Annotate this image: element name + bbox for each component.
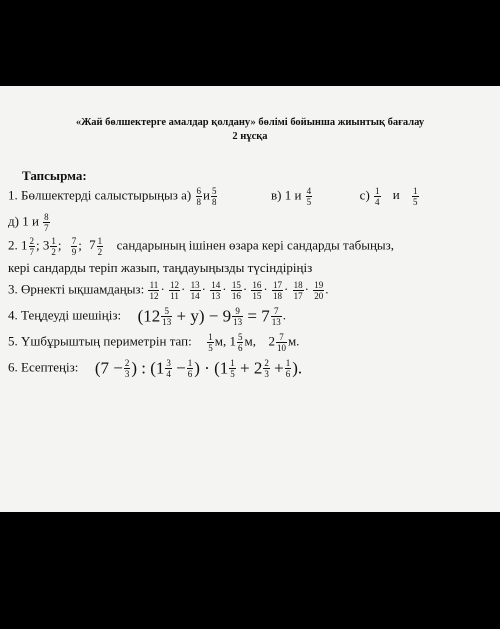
fraction: $\frac{15}{16}$ [231, 280, 241, 301]
op: · [304, 281, 309, 297]
q3-end: . [325, 281, 329, 297]
fraction: $\frac{1}{2}$ [51, 236, 56, 257]
fraction: $\frac{7}{13}$ [271, 306, 281, 327]
q5-text: 5. Үшбұрыштың периметрін тап: [8, 333, 192, 349]
q6-text: 6. Есептеңіз: [8, 359, 79, 375]
fraction: $\frac{12}{11}$ [170, 280, 180, 301]
fraction: $\frac{4}{5}$ [306, 186, 312, 207]
fraction: $\frac{1}{5}$ [208, 332, 213, 353]
fraction: $\frac{1}{6}$ [187, 358, 193, 379]
unit: м. [287, 333, 300, 349]
q1-text: 1. Бөлшектерді салыстырыңыз а) [8, 187, 192, 203]
q6-part: ). [292, 358, 303, 378]
q4-open: (12 [137, 306, 161, 326]
question-1 [8, 186, 420, 207]
q6-part: ) : (1 [131, 358, 165, 378]
op: · [222, 281, 227, 297]
question-2 [8, 236, 394, 257]
q6-part: + 2 [240, 358, 263, 378]
header-title: «Жай бөлшектерге амалдар қолдану» бөлімі бойынша жиынтық бағалау [75, 117, 425, 128]
q1-c-label: с) [359, 187, 370, 203]
q6-part: ) · (1 [194, 358, 229, 378]
fraction: $\frac{17}{18}$ [273, 280, 282, 301]
op: · [181, 281, 186, 297]
q4-text: 4. Теңдеуді шешіңіз: [8, 307, 122, 323]
fraction: $\frac{5}{13}$ [162, 306, 172, 327]
q4-end: . [282, 307, 286, 323]
q2-sep: ; [57, 237, 62, 253]
q4-eq: = 7 [247, 306, 270, 326]
fraction: $\frac{3}{4}$ [166, 358, 171, 379]
op: · [160, 281, 165, 297]
fraction: $\frac{7}{10}$ [276, 332, 286, 353]
op: · [201, 281, 206, 297]
fraction: $\frac{1}{2}$ [97, 236, 103, 257]
question-3 [8, 280, 328, 301]
question-4 [8, 306, 286, 327]
fraction: $\frac{1}{4}$ [375, 186, 380, 207]
fraction: $\frac{11}{12}$ [149, 280, 159, 301]
fraction: $\frac{1}{5}$ [230, 358, 235, 379]
q6-part: + [274, 358, 284, 378]
fraction: $\frac{5}{6}$ [237, 332, 243, 353]
op: · [263, 281, 268, 297]
task-title: Тапсырма: [22, 168, 87, 183]
q2-text: сандарының ішінен өзара кері сандарды табыңыз, [116, 237, 395, 253]
fraction: $\frac{6}{8}$ [196, 186, 202, 207]
q4-mid: + y) − 9 [176, 306, 232, 326]
q1-d-label: д) 1 и [8, 213, 39, 229]
document-page [0, 86, 500, 512]
fraction: $\frac{13}{14}$ [190, 280, 200, 301]
fraction: $\frac{18}{17}$ [293, 280, 303, 301]
q2-number: 2. [8, 237, 18, 253]
fraction: $\frac{1}{6}$ [285, 358, 291, 379]
question-5 [8, 332, 299, 353]
question-2-line2: кері сандарды теріп жазып, таңдауыңызды түсіндіріңіз [8, 260, 313, 275]
q1-b-label: в) 1 и [270, 187, 302, 203]
document-header [0, 116, 500, 144]
op: · [284, 281, 289, 297]
fraction: $\frac{8}{7}$ [44, 212, 49, 233]
fraction: $\frac{1}{5}$ [413, 186, 418, 207]
q6-part: − [176, 358, 186, 378]
fraction: $\frac{2}{3}$ [264, 358, 269, 379]
fraction: $\frac{16}{15}$ [252, 280, 262, 301]
fraction: $\frac{2}{7}$ [29, 236, 34, 257]
whole: 2 [268, 333, 275, 349]
fraction: $\frac{5}{8}$ [211, 186, 217, 207]
unit: м, [244, 333, 256, 349]
whole: 1 [229, 333, 236, 349]
q2-sep: ; [36, 237, 40, 253]
fraction: $\frac{9}{13}$ [233, 306, 243, 327]
q1-c-sep: и [392, 187, 400, 203]
header-variant: 2 нұсқа [232, 131, 268, 142]
q2-whole: 1 [21, 237, 28, 253]
q1-a-sep: и [203, 187, 210, 203]
question-6 [8, 358, 302, 379]
fraction: $\frac{14}{13}$ [211, 280, 221, 301]
op: · [242, 281, 248, 297]
fraction: $\frac{19}{20}$ [314, 280, 324, 301]
q2-whole: 7 [89, 237, 96, 253]
q6-part: (7 − [94, 358, 123, 378]
q2-sep: ; [78, 237, 82, 253]
fraction: $\frac{7}{9}$ [71, 236, 77, 257]
q2-whole: 3 [42, 237, 50, 253]
q3-text: 3. Өрнекті ықшамдаңыз: [8, 281, 145, 297]
unit: м, [214, 333, 227, 349]
question-1-d [8, 212, 51, 233]
fraction: $\frac{2}{3}$ [124, 358, 130, 379]
